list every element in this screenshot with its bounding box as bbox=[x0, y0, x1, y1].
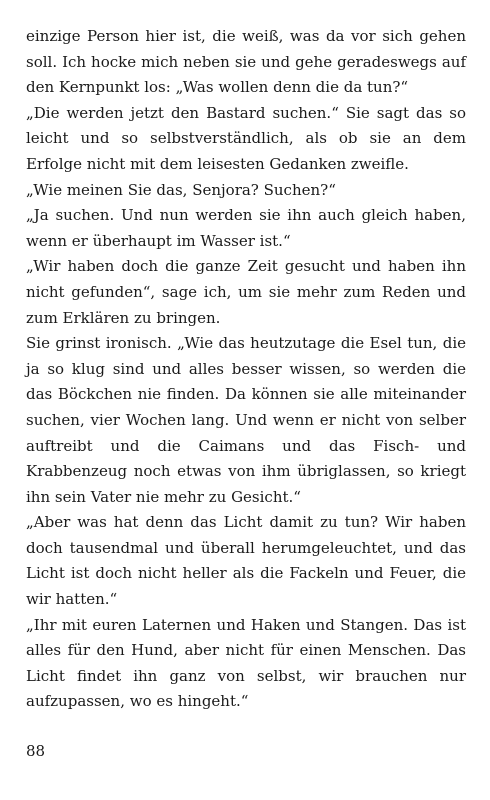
page-text bbox=[26, 24, 466, 715]
page-number: 88 bbox=[26, 742, 46, 760]
paragraph: Sie grinst ironisch. „Wie das heutzutage die Esel tun, die ja so klug sind und alles besser wissen, so werden die das Böckchen nie finden. Da können sie alle miteinander suchen, vier Wochen lang. Und wenn er nicht von selber auftreibt und die Caimans und das Fisch- und Krabbenzeug noch etwas von ihm übriglassen, so kriegt ihn sein Vater nie mehr zu Gesicht.“ bbox=[26, 334, 466, 506]
paragraph: „Die werden jetzt den Bastard suchen.“ Sie sagt das so leicht und so selbstverständlich, als ob sie an dem Erfolge nicht mit dem leisesten Gedanken zweifle. bbox=[26, 103, 466, 173]
paragraph: einzige Person hier ist, die weiß, was da vor sich gehen soll. Ich hocke mich neben sie und gehe geradeswegs auf den Kernpunkt los: „Was wollen denn die da tun?“ bbox=[26, 27, 466, 97]
paragraph: „Wie meinen Sie das, Senjora? Suchen?“ bbox=[26, 180, 336, 199]
paragraph: „Ja suchen. Und nun werden sie ihn auch gleich haben, wenn er überhaupt im Wasser ist.“ bbox=[26, 206, 466, 250]
paragraph: „Aber was hat denn das Licht damit zu tun? Wir haben doch tausendmal und überall herumgeleuchtet, und das Licht ist doch nicht heller als die Fackeln und Feuer, die wir hatten.“ bbox=[26, 513, 466, 609]
paragraph: „Ihr mit euren Laternen und Haken und Stangen. Das ist alles für den Hund, aber nicht für einen Menschen. Das Licht findet ihn ganz von selbst, wir brauchen nur aufzupassen, wo es hingeht.“ bbox=[26, 615, 466, 711]
paragraph: „Wir haben doch die ganze Zeit gesucht und haben ihn nicht gefunden“, sage ich, um sie mehr zum Reden und zum Erklären zu bringen. bbox=[26, 257, 466, 327]
